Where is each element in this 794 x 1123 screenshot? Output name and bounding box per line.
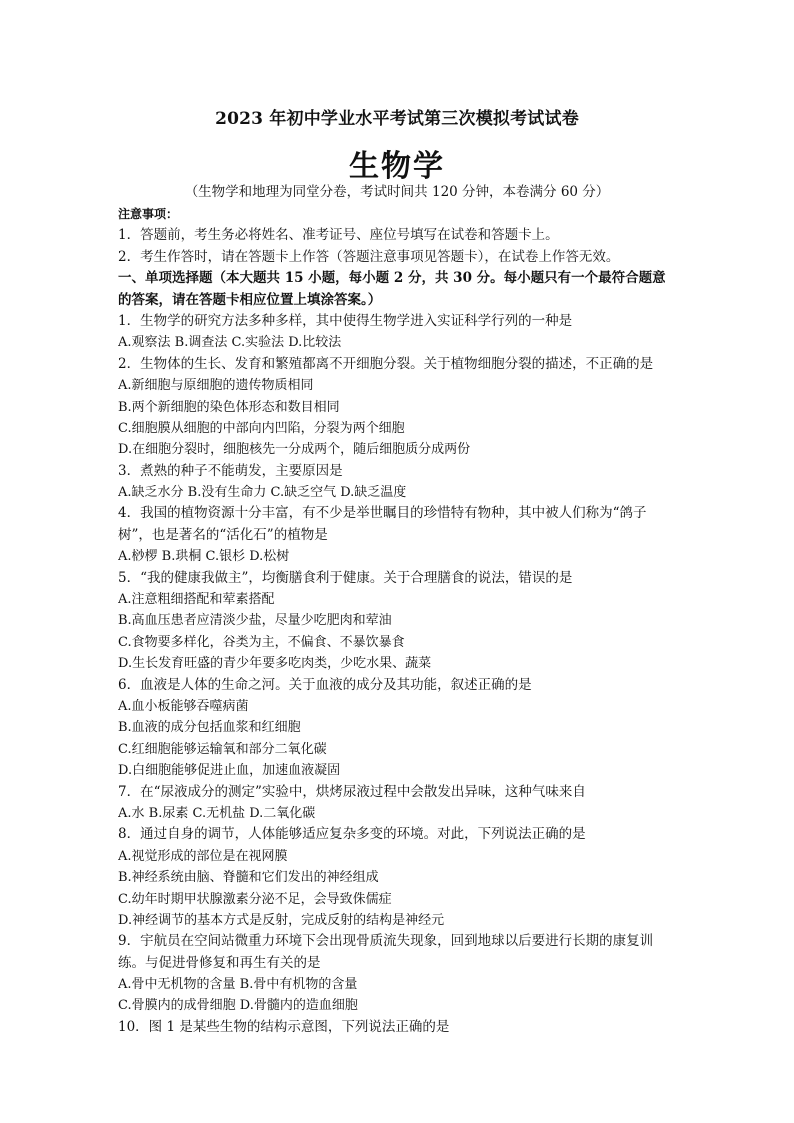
question-1 xyxy=(118,311,678,354)
question-7 xyxy=(118,782,678,825)
exam-content xyxy=(118,204,678,1038)
question-option: B.高血压患者应清淡少盐，尽量少吃肥肉和荤油 xyxy=(118,613,392,629)
question-option: A.缺乏水分 B.没有生命力 C.缺乏空气 D.缺乏温度 xyxy=(118,485,407,501)
question-stem: 练。与促进骨修复和再生有关的是 xyxy=(118,954,321,971)
question-8 xyxy=(118,824,678,931)
question-stem: 5．“我的健康我做主”，均衡膳食利于健康。关于合理膳食的说法，错误的是 xyxy=(118,569,573,586)
notice-item: 2．考生作答时，请在答题卡上作答（答题注意事项见答题卡），在试卷上作答无效。 xyxy=(118,248,620,265)
question-option: D.在细胞分裂时，细胞核先一分成两个，随后细胞质分成两份 xyxy=(118,442,471,458)
question-option: C.食物要多样化，谷类为主，不偏食、不暴饮暴食 xyxy=(118,634,405,650)
exam-title: 2023 年初中学业水平考试第三次模拟考试试卷 xyxy=(215,109,579,129)
question-5 xyxy=(118,568,678,675)
question-3 xyxy=(118,461,678,504)
question-option: A.血小板能够吞噬病菌 xyxy=(118,698,249,714)
subject-title: 生物学 xyxy=(349,149,445,184)
question-option: A.桫椤 B.珙桐 C.银杉 D.松树 xyxy=(118,549,290,565)
question-option: C.骨膜内的成骨细胞 D.骨髓内的造血细胞 xyxy=(118,998,358,1014)
question-2 xyxy=(118,354,678,461)
question-10 xyxy=(118,1017,678,1038)
question-option: B.神经系统由脑、脊髓和它们发出的神经组成 xyxy=(118,870,379,886)
question-9 xyxy=(118,931,678,1017)
question-stem: 树”，也是著名的“活化石”的植物是 xyxy=(118,526,328,543)
question-option: B.血液的成分包括血浆和红细胞 xyxy=(118,720,301,736)
question-stem: 7．在“尿液成分的测定”实验中，烘烤尿液过程中会散发出异味，这种气味来自 xyxy=(118,783,586,800)
question-6 xyxy=(118,675,678,782)
question-stem: 10．图 1 是某些生物的结构示意图，下列说法正确的是 xyxy=(118,1018,450,1035)
question-option: C.细胞膜从细胞的中部向内凹陷，分裂为两个细胞 xyxy=(118,420,405,436)
question-option: A.水 B.尿素 C.无机盐 D.二氧化碳 xyxy=(118,805,316,821)
question-option: C.红细胞能够运输氧和部分二氧化碳 xyxy=(118,741,327,757)
question-option: D.生长发育旺盛的青少年要多吃肉类，少吃水果、蔬菜 xyxy=(118,656,432,672)
question-stem: 6．血液是人体的生命之河。关于血液的成分及其功能，叙述正确的是 xyxy=(118,676,532,693)
notice-heading: 注意事项： xyxy=(118,207,179,221)
question-4 xyxy=(118,503,678,567)
question-option: D.白细胞能够促进止血，加速血液凝固 xyxy=(118,763,341,779)
question-option: B.两个新细胞的染色体形态和数目相同 xyxy=(118,399,340,415)
question-list xyxy=(118,311,678,1038)
question-stem: 2．生物体的生长、发育和繁殖都离不开细胞分裂。关于植物细胞分裂的描述，不正确的是 xyxy=(118,355,654,372)
question-stem: 8．通过自身的调节，人体能够适应复杂多变的环境。对此，下列说法正确的是 xyxy=(118,826,586,843)
section-heading: 一、单项选择题（本大题共 15 小题，每小题 2 分，共 30 分。每小题只有一个最符合题意 xyxy=(118,270,666,287)
question-stem: 9．宇航员在空间站微重力环境下会出现骨质流失现象，回到地球以后要进行长期的康复训 xyxy=(118,933,654,950)
question-option: A.观察法 B.调查法 C.实验法 D.比较法 xyxy=(118,335,342,351)
question-option: D.神经调节的基本方式是反射，完成反射的结构是神经元 xyxy=(118,912,445,928)
question-stem: 3．煮熟的种子不能萌发，主要原因是 xyxy=(118,462,343,479)
question-stem: 4．我国的植物资源十分丰富，有不少是举世瞩目的珍惜特有物种，其中被人们称为“鸽子 xyxy=(118,505,647,522)
question-option: A.骨中无机物的含量 B.骨中有机物的含量 xyxy=(118,977,358,993)
question-option: A.注意粗细搭配和荤素搭配 xyxy=(118,592,275,608)
question-option: A.视觉形成的部位是在视网膜 xyxy=(118,848,288,864)
exam-note: （生物学和地理为同堂分卷，考试时间共 120 分钟，本卷满分 60 分） xyxy=(184,184,610,200)
notice-item: 1．答题前，考生务必将姓名、准考证号、座位号填写在试卷和答题卡上。 xyxy=(118,227,559,244)
section-heading-cont: 的答案，请在答题卡相应位置上填涂答案。） xyxy=(118,291,382,308)
question-stem: 1．生物学的研究方法多种多样，其中使得生物学进入实证科学行列的一种是 xyxy=(118,312,573,329)
question-option: A.新细胞与原细胞的遗传物质相同 xyxy=(118,378,314,394)
question-option: C.幼年时期甲状腺激素分泌不足，会导致侏儒症 xyxy=(118,891,392,907)
